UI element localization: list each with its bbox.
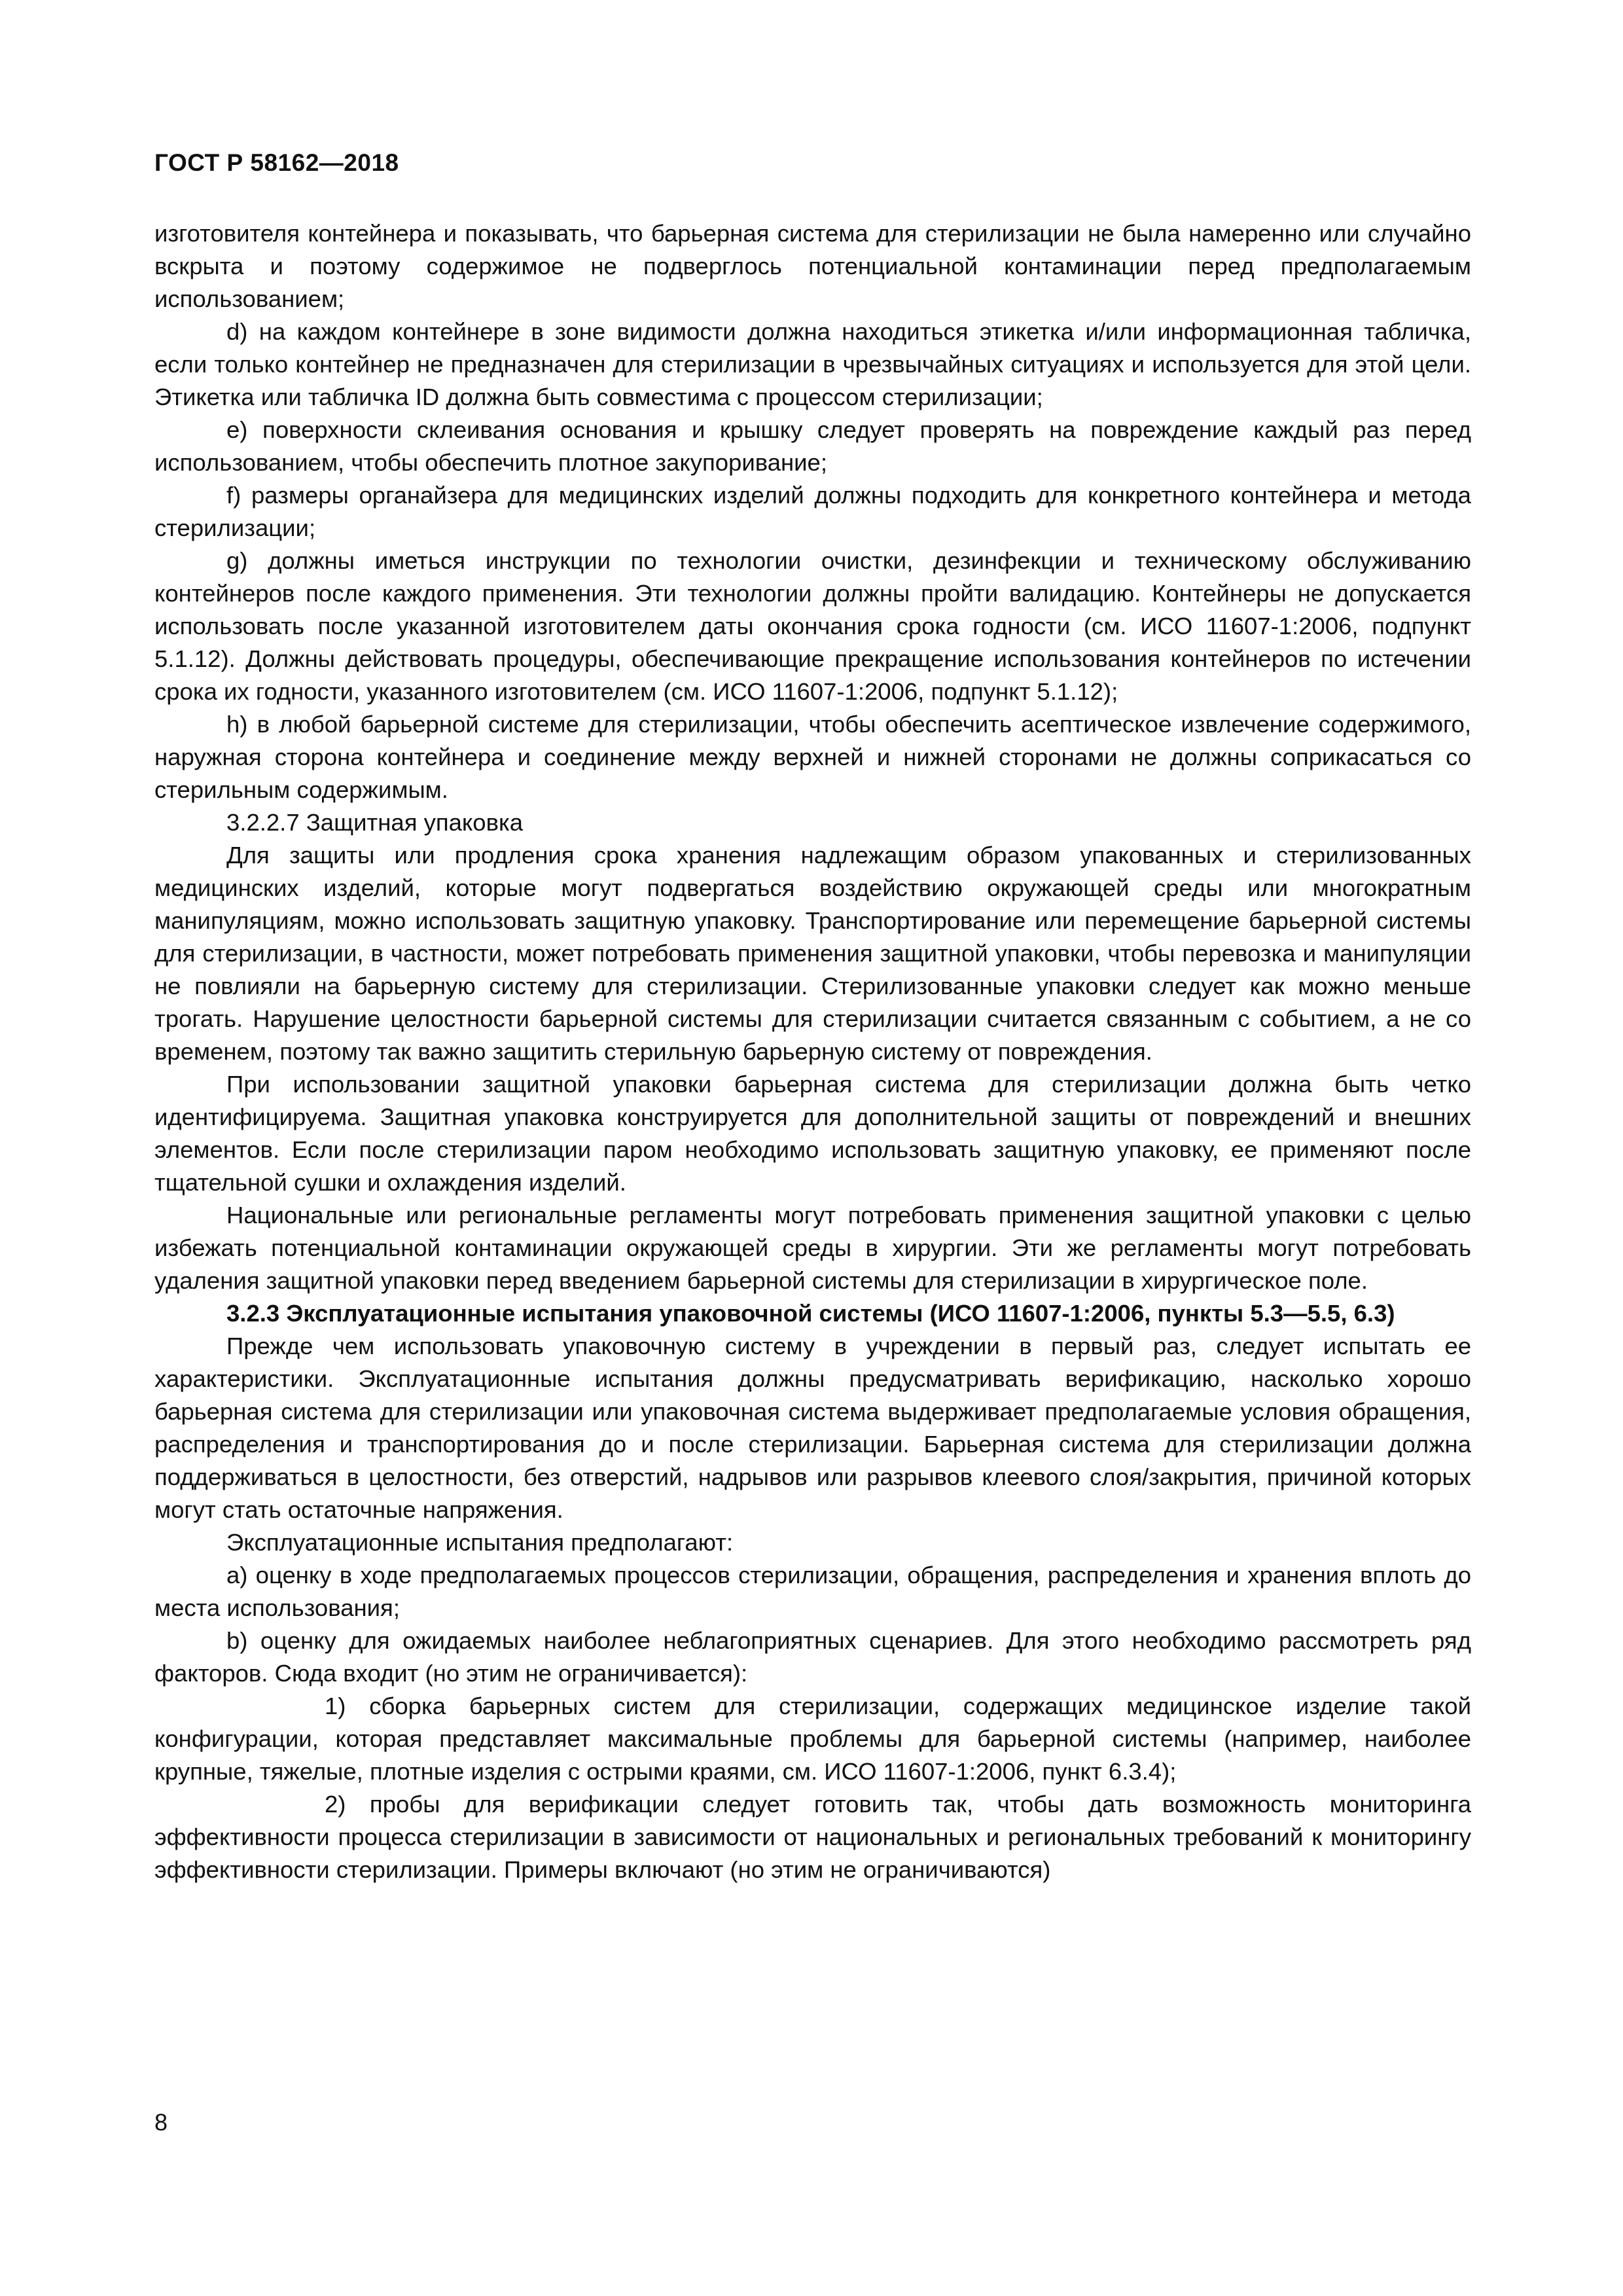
list-item-g: g) должны иметься инструкции по технологии очистки, дезинфекции и техническому обслуживанию контейнеров после каждого применения. Эти технологии должны пройти валидацию. Контейнеры не допускается использовать после указанной изготовителем даты окончания срока годности (см. ИСО 11607-1:2006, подпункт 5.1.12). Должны действовать процедуры, обеспечивающие прекращение использования контейнеров по истечении срока их годности, указанного изготовителем (см. ИСО 11607-1:2006, подпункт 5.1.12); [154,547,1471,705]
section-heading-3-2-3: 3.2.3 Эксплуатационные испытания упаковочной системы (ИСО 11607-1:2006, пункты 5.3—5.5, 6.3) [226,1300,1395,1327]
paragraph-container-continuation: изготовителя контейнера и показывать, что барьерная система для стерилизации не была намеренно или случайно вскрыта и поэтому содержимое не подверглось потенциальной контаминации перед предполагаемым использованием; [154,220,1471,312]
list-item-b: b) оценку для ожидаемых наиболее неблагоприятных сценариев. Для этого необходимо рассмотреть ряд факторов. Сюда входит (но этим не ограничивается): [154,1627,1471,1687]
list-item-a: a) оценку в ходе предполагаемых процессов стерилизации, обращения, распределения и хранения вплоть до места использования; [154,1562,1471,1621]
sub-list-item-2: 2) пробы для верификации следует готовить так, чтобы дать возможность мониторинга эффективности процесса стерилизации в зависимости от национальных и региональных требований к мониторингу эффективности стерилизации. Примеры включают (но этим не ограничиваются) [154,1791,1471,1883]
page-number: 8 [154,2109,168,2136]
paragraph-testing-intro: Эксплуатационные испытания предполагают: [226,1529,734,1556]
list-item-d: d) на каждом контейнере в зоне видимости должна находиться этикетка и/или информационная табличка, если только контейнер не предназначен для стерилизации в чрезвычайных ситуациях и используется для этой цели. Этикетка или табличка ID должна быть совместима с процессом стерилизации; [154,318,1471,410]
document-body [154,217,1471,1886]
section-heading-3-2-2-7: 3.2.2.7 Защитная упаковка [226,809,524,836]
list-item-f: f) размеры органайзера для медицинских изделий должны подходить для конкретного контейнера и метода стерилизации; [154,482,1471,541]
list-item-h: h) в любой барьерной системе для стерилизации, чтобы обеспечить асептическое извлечение содержимого, наружная сторона контейнера и соединение между верхней и нижней сторонами не должны соприкасаться со стерильным содержимым. [154,711,1471,803]
paragraph-protective-packaging-identification: При использовании защитной упаковки барьерная система для стерилизации должна быть четко идентифицируема. Защитная упаковка конструируется для дополнительной защиты от повреждений и внешних элементов. Если после стерилизации паром необходимо использовать защитную упаковку, ее применяют после тщательной сушки и охлаждения изделий. [154,1071,1471,1196]
paragraph-regulations: Национальные или региональные регламенты могут потребовать применения защитной упаковки с целью избежать потенциальной контаминации окружающей среды в хирургии. Эти же регламенты могут потребовать удаления защитной упаковки перед введением барьерной системы для стерилизации в хирургическое поле. [154,1202,1471,1294]
document-header-standard-id: ГОСТ Р 58162—2018 [154,149,399,176]
paragraph-protective-packaging: Для защиты или продления срока хранения надлежащим образом упакованных и стерилизованных медицинских изделий, которые могут подвергаться воздействию окружающей среды или многократным манипуляциям, можно использовать защитную упаковку. Транспортирование или перемещение барьерной системы для стерилизации, в частности, может потребовать применения защитной упаковки, чтобы перевозка и манипуляции не повлияли на барьерную систему для стерилизации. Стерилизованные упаковки следует как можно меньше трогать. Нарушение целостности барьерной системы для стерилизации считается связанным с событием, а не со временем, поэтому так важно защитить стерильную барьерную систему от повреждения. [154,842,1471,1065]
paragraph-performance-testing: Прежде чем использовать упаковочную систему в учреждении в первый раз, следует испытать ее характеристики. Эксплуатационные испытания должны предусматривать верификацию, насколько хорошо барьерная система для стерилизации или упаковочная система выдерживает предполагаемые условия обращения, распределения и транспортирования до и после стерилизации. Барьерная система для стерилизации должна поддерживаться в целостности, без отверстий, надрывов или разрывов клеевого слоя/закрытия, причиной которых могут стать остаточные напряжения. [154,1333,1471,1523]
sub-list-item-1: 1) сборка барьерных систем для стерилизации, содержащих медицинское изделие такой конфигурации, которая представляет максимальные проблемы для барьерной системы (например, наиболее крупные, тяжелые, плотные изделия с острыми краями, см. ИСО 11607-1:2006, пункт 6.3.4); [154,1693,1471,1785]
list-item-e: e) поверхности склеивания основания и крышку следует проверять на повреждение каждый раз перед использованием, чтобы обеспечить плотное закупоривание; [154,416,1471,476]
